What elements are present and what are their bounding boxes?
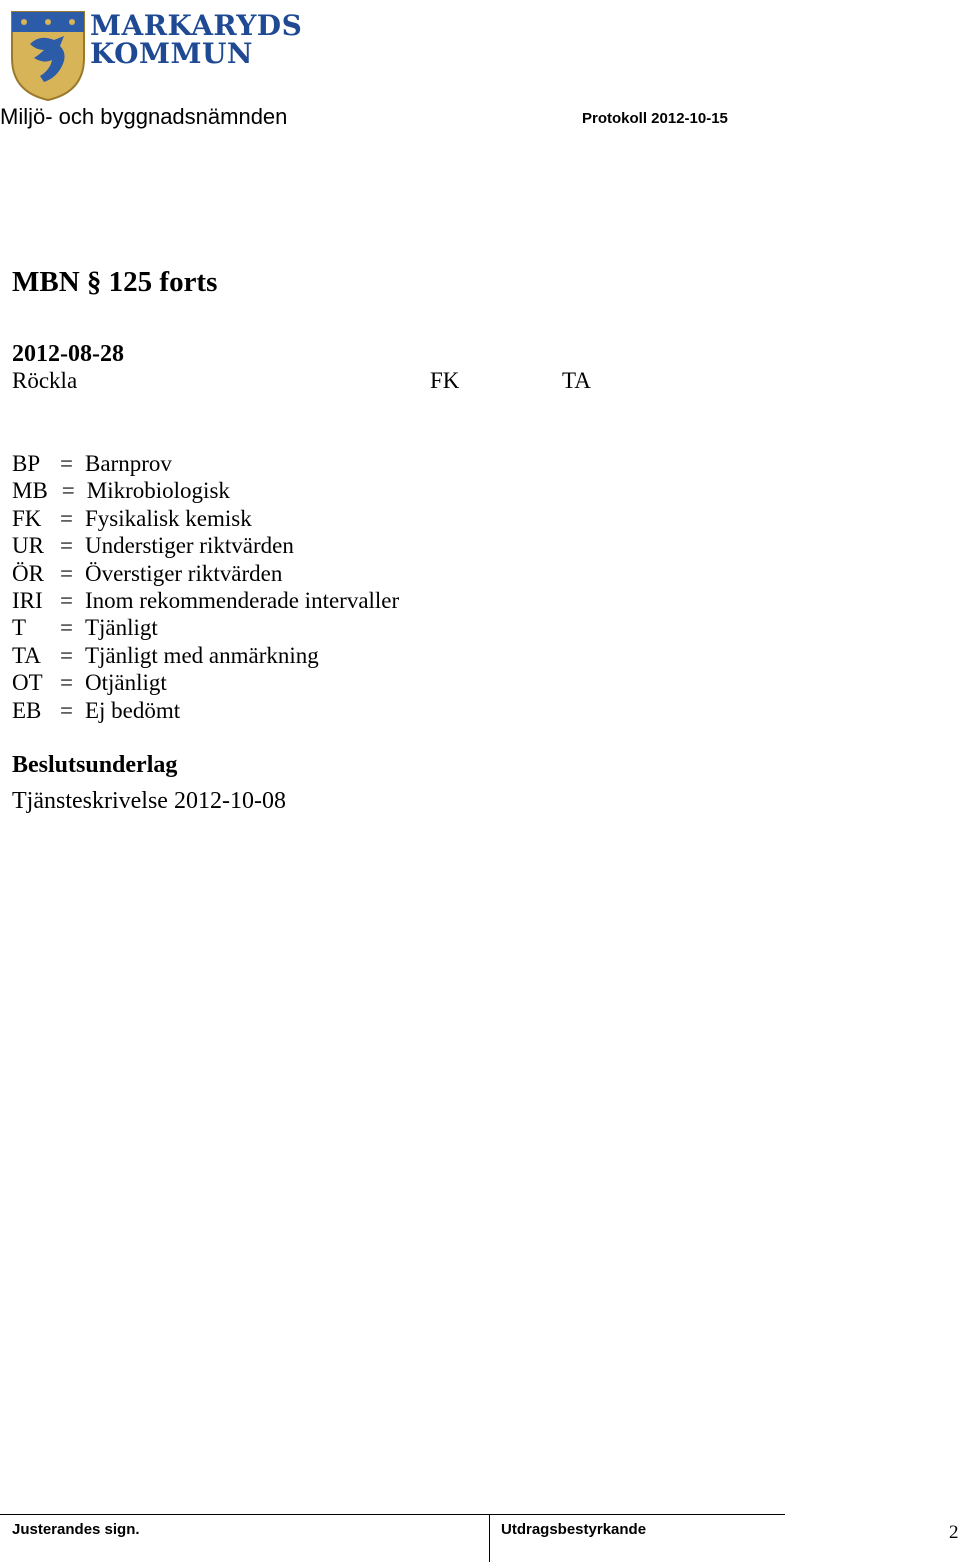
municipality-logo	[10, 10, 310, 102]
legend-abbr: BP	[12, 451, 41, 476]
legend-row	[12, 560, 399, 587]
legend-row	[12, 450, 399, 477]
legend-meaning: Inom rekommenderade intervaller	[84, 587, 400, 613]
logo-wordmark	[90, 9, 303, 70]
legend-equals: =	[60, 615, 73, 641]
sample-result: TA	[562, 368, 591, 393]
legend-equals: =	[60, 505, 73, 531]
section-title: MBN § 125 forts	[12, 266, 218, 298]
legend-row	[12, 642, 399, 669]
logo-line-2: KOMMUN	[90, 37, 253, 70]
decision-basis-heading: Beslutsunderlag	[12, 752, 178, 778]
legend-equals: =	[61, 478, 75, 504]
legend-meaning: Fysikalisk kemisk	[84, 505, 252, 531]
legend-meaning: Barnprov	[84, 451, 172, 476]
legend-meaning: Överstiger riktvärden	[84, 560, 283, 586]
decision-basis-text: Tjänsteskrivelse 2012-10-08	[12, 788, 286, 814]
legend-abbr: OT	[12, 670, 43, 696]
legend-row	[12, 532, 399, 559]
legend-row	[12, 614, 399, 641]
footer-extract-certification: Utdragsbestyrkande	[501, 1521, 647, 1538]
legend-abbr: TA	[12, 642, 41, 668]
legend-abbr: MB	[12, 478, 48, 504]
legend-meaning: Understiger riktvärden	[84, 533, 294, 559]
legend-abbr: FK	[12, 505, 42, 531]
protocol-date: Protokoll 2012-10-15	[582, 110, 728, 127]
coat-of-arms-icon	[10, 10, 86, 102]
legend-abbr: EB	[12, 697, 42, 723]
legend-abbr: T	[12, 615, 27, 641]
legend-equals: =	[60, 642, 73, 668]
legend-meaning: Tjänligt	[84, 615, 158, 641]
department-name: Miljö- och byggnadsnämnden	[0, 104, 288, 129]
legend-equals: =	[60, 451, 73, 476]
legend-equals: =	[60, 587, 73, 613]
legend-row	[12, 587, 399, 614]
footer-adjuster-signature: Justerandes sign.	[12, 1521, 140, 1538]
legend-equals: =	[60, 533, 73, 559]
abbreviation-legend	[12, 450, 399, 724]
logo-line-1: MARKARYDS	[90, 9, 303, 42]
legend-equals: =	[60, 560, 73, 586]
legend-meaning: Ej bedömt	[84, 697, 181, 723]
page-number: 2	[949, 1522, 959, 1543]
legend-abbr: UR	[12, 533, 44, 559]
legend-row	[12, 477, 399, 504]
sample-location: Röckla	[12, 368, 78, 393]
legend-meaning: Otjänligt	[84, 670, 167, 696]
legend-equals: =	[60, 697, 73, 723]
legend-meaning: Tjänligt med anmärkning	[84, 642, 319, 668]
legend-abbr: IRI	[12, 587, 43, 613]
legend-equals: =	[60, 670, 73, 696]
legend-row	[12, 505, 399, 532]
sample-analysis-type: FK	[430, 368, 460, 393]
legend-meaning: Mikrobiologisk	[86, 478, 230, 504]
footer-divider	[489, 1514, 490, 1562]
legend-abbr: ÖR	[12, 560, 44, 586]
legend-row	[12, 669, 399, 696]
sample-date: 2012-08-28	[12, 341, 124, 367]
legend-row	[12, 697, 399, 724]
footer-rule	[0, 1514, 785, 1515]
